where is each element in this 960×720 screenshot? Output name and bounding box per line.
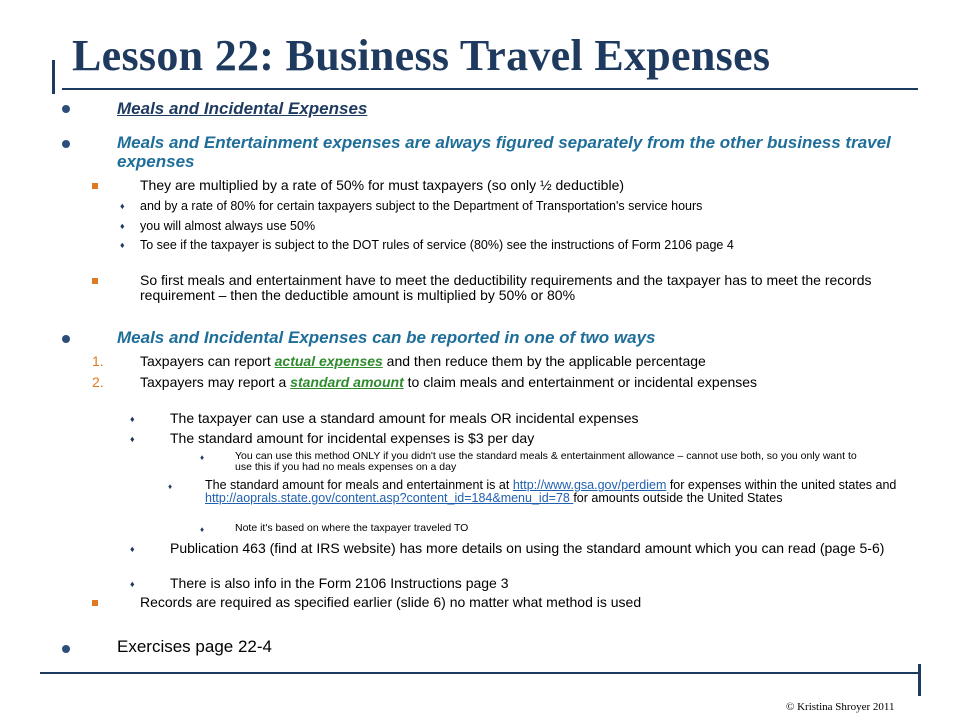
text-pub463: Publication 463 (find at IRS website) has more details on using the standard amount which you can read (page 5-6) — [170, 540, 885, 556]
rates-post: for amounts outside the United States — [573, 491, 783, 505]
standard-amount-term: standard amount — [290, 374, 404, 390]
title-accent-bar — [52, 60, 55, 94]
text-records: Records are required as specified earlier (slide 6) no matter what method is used — [140, 594, 642, 610]
heading-separate: Meals and Entertainment expenses are always figured separately from the other business travel expenses — [117, 133, 891, 171]
text-rates — [205, 479, 905, 505]
diamond-bullet-icon: ♦ — [130, 414, 135, 424]
actual-expenses-term: actual expenses — [274, 353, 383, 369]
text-std-meals: The taxpayer can use a standard amount for meals OR incidental expenses — [170, 410, 639, 426]
text-actual — [140, 354, 706, 369]
title-underline — [62, 88, 918, 90]
number-1: 1. — [92, 353, 104, 369]
standard-post: to claim meals and entertainment or incidental expenses — [403, 374, 758, 390]
diamond-bullet-icon: ♦ — [130, 434, 135, 444]
heading-two-ways: Meals and Incidental Expenses can be reported in one of two ways — [117, 328, 656, 347]
text-form2106: There is also info in the Form 2106 Instructions page 3 — [170, 575, 509, 591]
text-dot-rules: To see if the taxpayer is subject to the DOT rules of service (80%) see the instructions of Form 2106 page 4 — [140, 238, 734, 252]
number-2: 2. — [92, 374, 104, 390]
text-so-first: So first meals and entertainment have to meet the deductibility requirements and the taxpayer has to meet the records requirement – then the deductible amount is multiplied by 50% or 80% — [140, 272, 872, 303]
square-bullet-icon — [92, 278, 98, 284]
rates-pre: The standard amount for meals and entertainment is at — [205, 478, 513, 492]
perdiem-link[interactable]: http://www.gsa.gov/perdiem — [512, 478, 667, 492]
text-multiplied: They are multiplied by a rate of 50% for must taxpayers (so only ½ deductible) — [140, 177, 625, 193]
diamond-bullet-icon: ♦ — [200, 525, 205, 534]
bullet-icon — [62, 645, 70, 653]
diamond-bullet-icon: ♦ — [120, 240, 125, 250]
diamond-bullet-icon: ♦ — [168, 482, 173, 491]
bullet-icon — [62, 335, 70, 343]
copyright-footer: © Kristina Shroyer 2011 — [786, 701, 895, 713]
diamond-bullet-icon: ♦ — [120, 221, 125, 231]
diamond-bullet-icon: ♦ — [200, 453, 205, 462]
text-note: Note it's based on where the taxpayer traveled TO — [235, 522, 469, 534]
square-bullet-icon — [92, 183, 98, 189]
text-only-if: You can use this method ONLY if you didn't use the standard meals & entertainment allowance – cannot use both, so you only want to use this if you had no meals expenses on a day — [235, 450, 857, 473]
diamond-bullet-icon: ♦ — [130, 579, 135, 589]
text-std-incidental: The standard amount for incidental expenses is $3 per day — [170, 430, 535, 446]
square-bullet-icon — [92, 600, 98, 606]
actual-pre: Taxpayers can report — [140, 353, 275, 369]
standard-pre: Taxpayers may report a — [140, 374, 291, 390]
text-standard — [140, 375, 880, 390]
text-exercises: Exercises page 22-4 — [117, 637, 272, 656]
page-title: Lesson 22: Business Travel Expenses — [72, 31, 771, 80]
bullet-icon — [62, 140, 70, 148]
footer-accent-bar — [918, 664, 921, 696]
text-almost50: you will almost always use 50% — [140, 219, 316, 233]
diamond-bullet-icon: ♦ — [130, 544, 135, 554]
actual-post: and then reduce them by the applicable percentage — [382, 353, 706, 369]
state-dept-link[interactable]: http://aoprals.state.gov/content.asp?content_id=184&menu_id=78 — [205, 491, 574, 505]
text-dot80: and by a rate of 80% for certain taxpayers subject to the Department of Transportation's service hours — [140, 199, 703, 213]
rates-mid: for expenses within the united states and — [666, 478, 897, 492]
bullet-icon — [62, 105, 70, 113]
diamond-bullet-icon: ♦ — [120, 201, 125, 211]
footer-line — [40, 672, 918, 674]
heading-meals: Meals and Incidental Expenses — [117, 99, 368, 118]
